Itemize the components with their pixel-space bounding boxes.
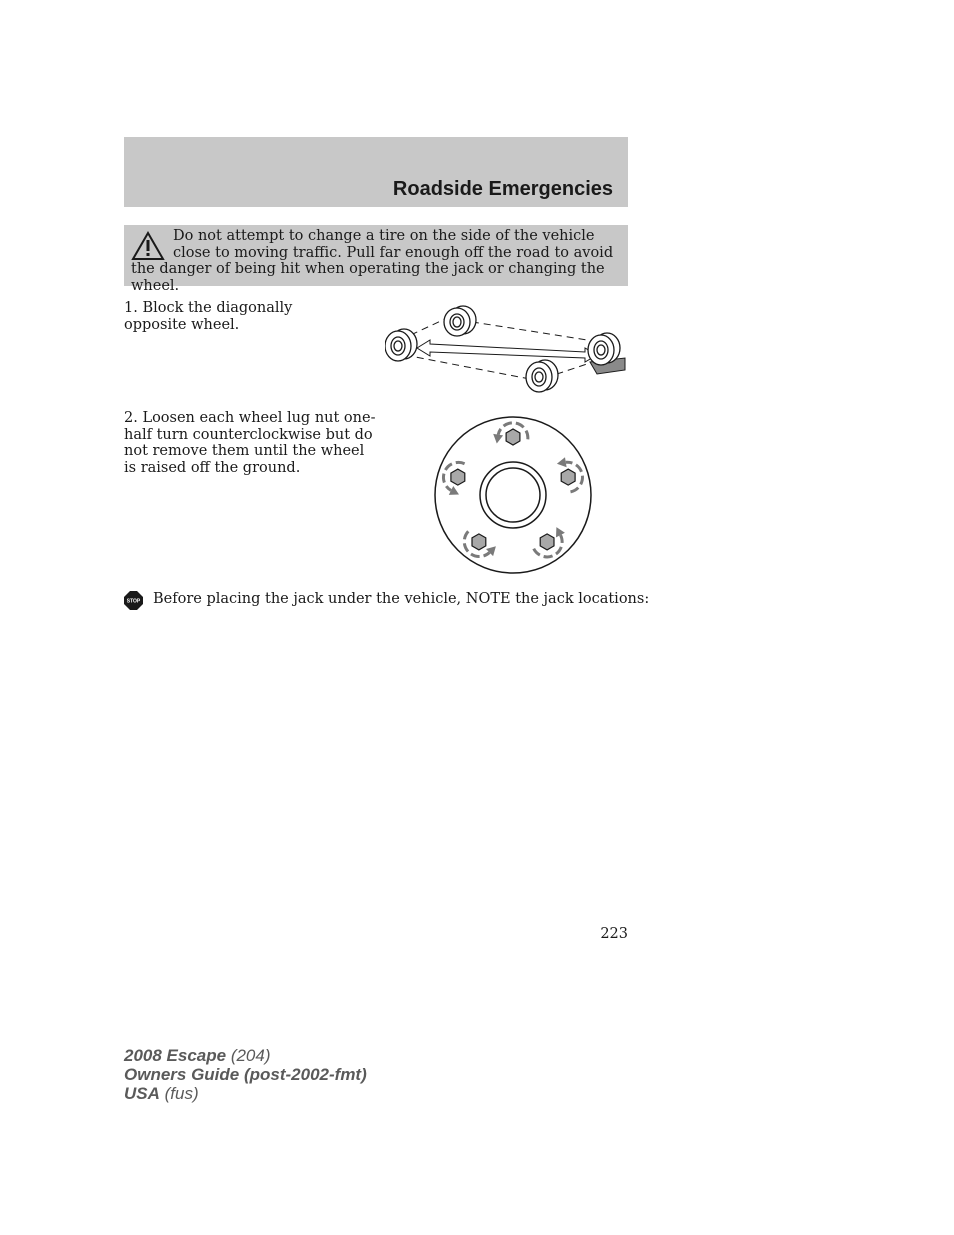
footer-model-code: (204): [226, 1046, 271, 1065]
lug-nut: [506, 429, 520, 445]
section-header: [124, 137, 628, 207]
step-1-text: 1. Block the diagonally opposite wheel.: [124, 300, 293, 333]
warning-text: Do not attempt to change a tire on the side of the vehicle close to moving traffic. Pull far enough off the road to avoid the danger of being hit when operating the jack or changing the wheel.: [131, 228, 614, 294]
block-wheel-illustration: [385, 300, 630, 400]
note-text: Before placing the jack under the vehicle, NOTE the jack locations:: [153, 591, 650, 607]
lug-nut-illustration: [430, 410, 595, 578]
section-title: Roadside Emergencies: [392, 178, 613, 200]
footer: [124, 1046, 367, 1103]
lug-nut: [561, 469, 575, 485]
lug-nut: [540, 534, 554, 550]
lug-nut: [451, 469, 465, 485]
footer-model: 2008 Escape: [124, 1046, 227, 1065]
footer-market-code: (fus): [159, 1084, 199, 1103]
page-number: 223: [600, 926, 628, 942]
warning-triangle-icon: [131, 231, 165, 261]
footer-guide: Owners Guide (post-2002-fmt): [124, 1065, 367, 1084]
lug-nut: [472, 534, 486, 550]
warning-box: [124, 225, 628, 294]
stop-sign-icon: [124, 591, 143, 610]
footer-market: USA: [124, 1084, 160, 1103]
step-2-text: 2. Loosen each wheel lug nut one-half turn counterclockwise but do not remove them until the wheel is raised off the ground.: [124, 410, 376, 476]
stop-icon-label: STOP: [126, 598, 141, 605]
